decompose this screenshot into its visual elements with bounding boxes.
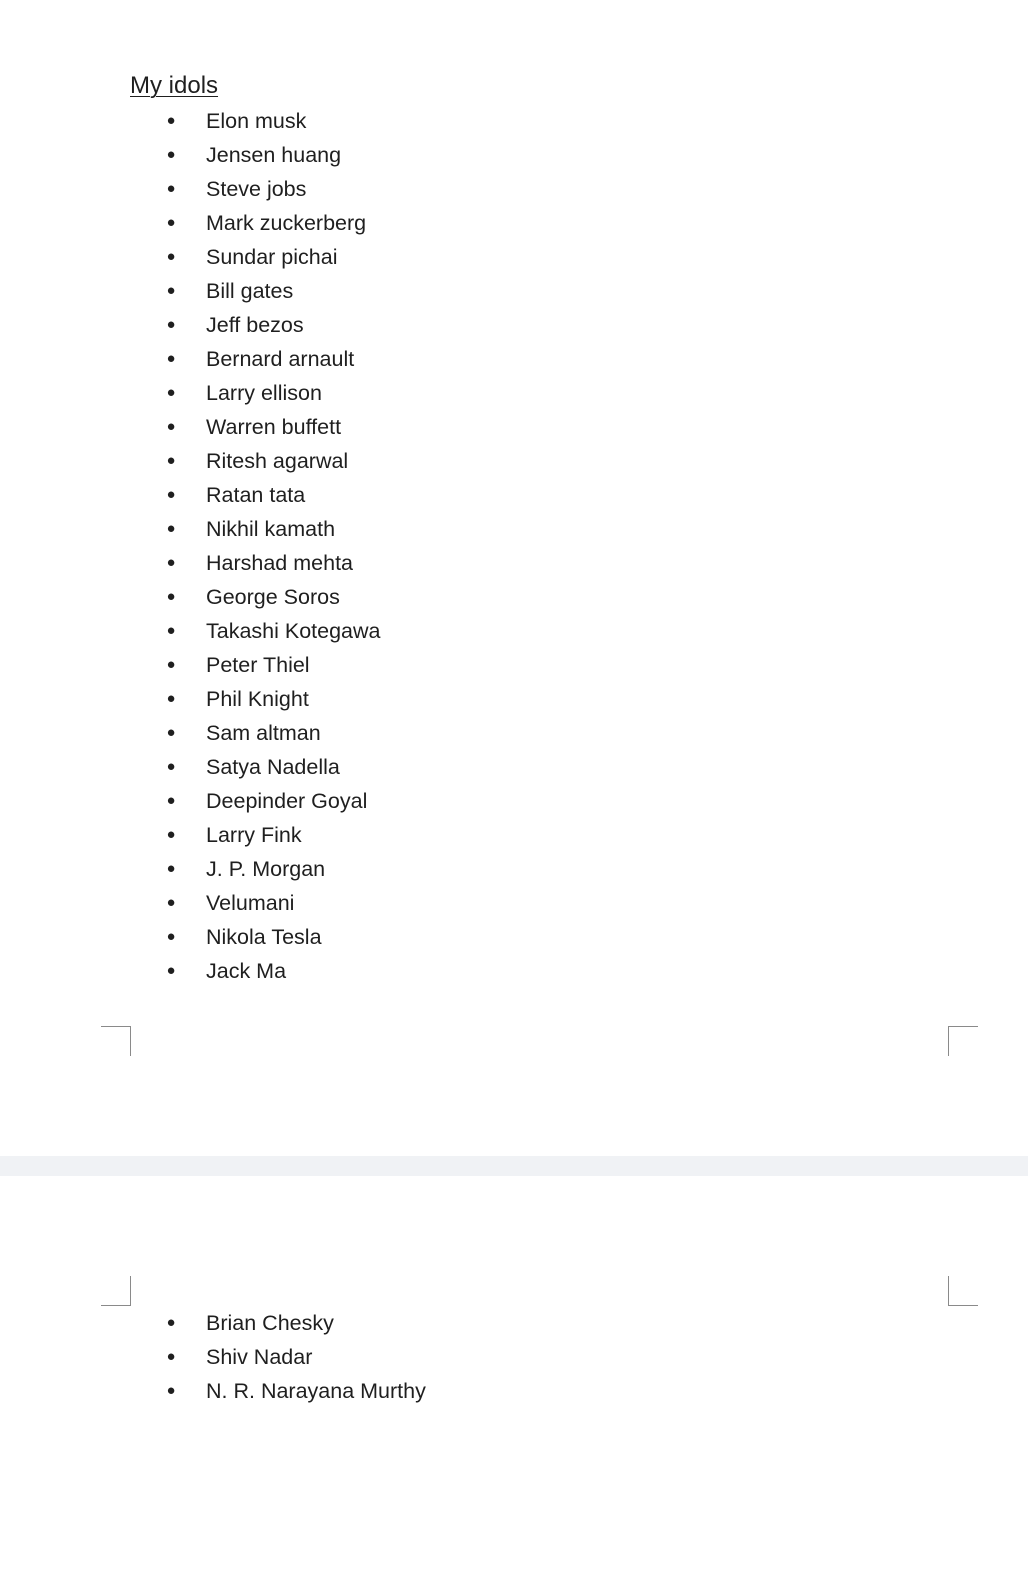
top-right-margin-mark bbox=[948, 1276, 978, 1306]
list-item-text: Deepinder Goyal bbox=[206, 789, 368, 813]
list-item-text: Larry ellison bbox=[206, 381, 322, 405]
list-item-text: Ritesh agarwal bbox=[206, 449, 349, 473]
bullet-icon: ● bbox=[166, 214, 176, 231]
bullet-icon: ● bbox=[166, 248, 176, 265]
bullet-icon: ● bbox=[166, 316, 176, 333]
list-item-text: J. P. Morgan bbox=[206, 857, 326, 881]
bullet-icon: ● bbox=[166, 180, 176, 197]
bullet-icon: ● bbox=[166, 724, 176, 741]
list-item-text: Velumani bbox=[206, 891, 295, 915]
bullet-icon: ● bbox=[166, 588, 176, 605]
list-item-text: Sam altman bbox=[206, 721, 321, 745]
bullet-icon: ● bbox=[166, 112, 176, 129]
list-item-text: Mark zuckerberg bbox=[206, 211, 367, 235]
bullet-icon: ● bbox=[166, 622, 176, 639]
list-item-text: Elon musk bbox=[206, 109, 307, 133]
list-item-text: N. R. Narayana Murthy bbox=[206, 1379, 426, 1403]
list-item-text: Nikhil kamath bbox=[206, 517, 336, 541]
document-title: My idols bbox=[130, 72, 219, 99]
list-item-text: Brian Chesky bbox=[206, 1311, 334, 1335]
list-item-text: Takashi Kotegawa bbox=[206, 619, 381, 643]
bullet-icon: ● bbox=[166, 350, 176, 367]
top-left-margin-mark bbox=[101, 1276, 131, 1306]
list-item-text: Peter Thiel bbox=[206, 653, 310, 677]
bullet-icon: ● bbox=[166, 894, 176, 911]
bullet-icon: ● bbox=[166, 1348, 176, 1365]
list-item-text: George Soros bbox=[206, 585, 340, 609]
bullet-icon: ● bbox=[166, 1314, 176, 1331]
list-item-text: Satya Nadella bbox=[206, 755, 340, 779]
bullet-icon: ● bbox=[166, 146, 176, 163]
list-item-text: Steve jobs bbox=[206, 177, 307, 201]
bullet-icon: ● bbox=[166, 384, 176, 401]
list-item-text: Jeff bezos bbox=[206, 313, 304, 337]
bullet-icon: ● bbox=[166, 860, 176, 877]
list-item-text: Sundar pichai bbox=[206, 245, 338, 269]
list-item-text: Jack Ma bbox=[206, 959, 287, 983]
bullet-icon: ● bbox=[166, 418, 176, 435]
document-page-2[interactable] bbox=[0, 1176, 1028, 1582]
bullet-icon: ● bbox=[166, 656, 176, 673]
bottom-right-margin-mark bbox=[948, 1026, 978, 1056]
list-item-text: Shiv Nadar bbox=[206, 1345, 313, 1369]
bullet-icon: ● bbox=[166, 962, 176, 979]
bullet-icon: ● bbox=[166, 282, 176, 299]
page-break-gap bbox=[0, 1156, 1028, 1176]
bullet-icon: ● bbox=[166, 452, 176, 469]
bullet-icon: ● bbox=[166, 758, 176, 775]
bullet-icon: ● bbox=[166, 928, 176, 945]
list-item-text: Phil Knight bbox=[206, 687, 309, 711]
bullet-icon: ● bbox=[166, 826, 176, 843]
bullet-icon: ● bbox=[166, 554, 176, 571]
list-item-text: Bill gates bbox=[206, 279, 294, 303]
list-item-text: Warren buffett bbox=[206, 415, 342, 439]
bottom-left-margin-mark bbox=[101, 1026, 131, 1056]
bullet-icon: ● bbox=[166, 792, 176, 809]
list-item-text: Ratan tata bbox=[206, 483, 306, 507]
bullet-icon: ● bbox=[166, 486, 176, 503]
list-item-text: Nikola Tesla bbox=[206, 925, 322, 949]
list-item-text: Jensen huang bbox=[206, 143, 342, 167]
bullet-icon: ● bbox=[166, 1382, 176, 1399]
list-item-text: Larry Fink bbox=[206, 823, 302, 847]
bullet-icon: ● bbox=[166, 690, 176, 707]
bullet-icon: ● bbox=[166, 520, 176, 537]
list-item-text: Harshad mehta bbox=[206, 551, 353, 575]
list-item-text: Bernard arnault bbox=[206, 347, 355, 371]
